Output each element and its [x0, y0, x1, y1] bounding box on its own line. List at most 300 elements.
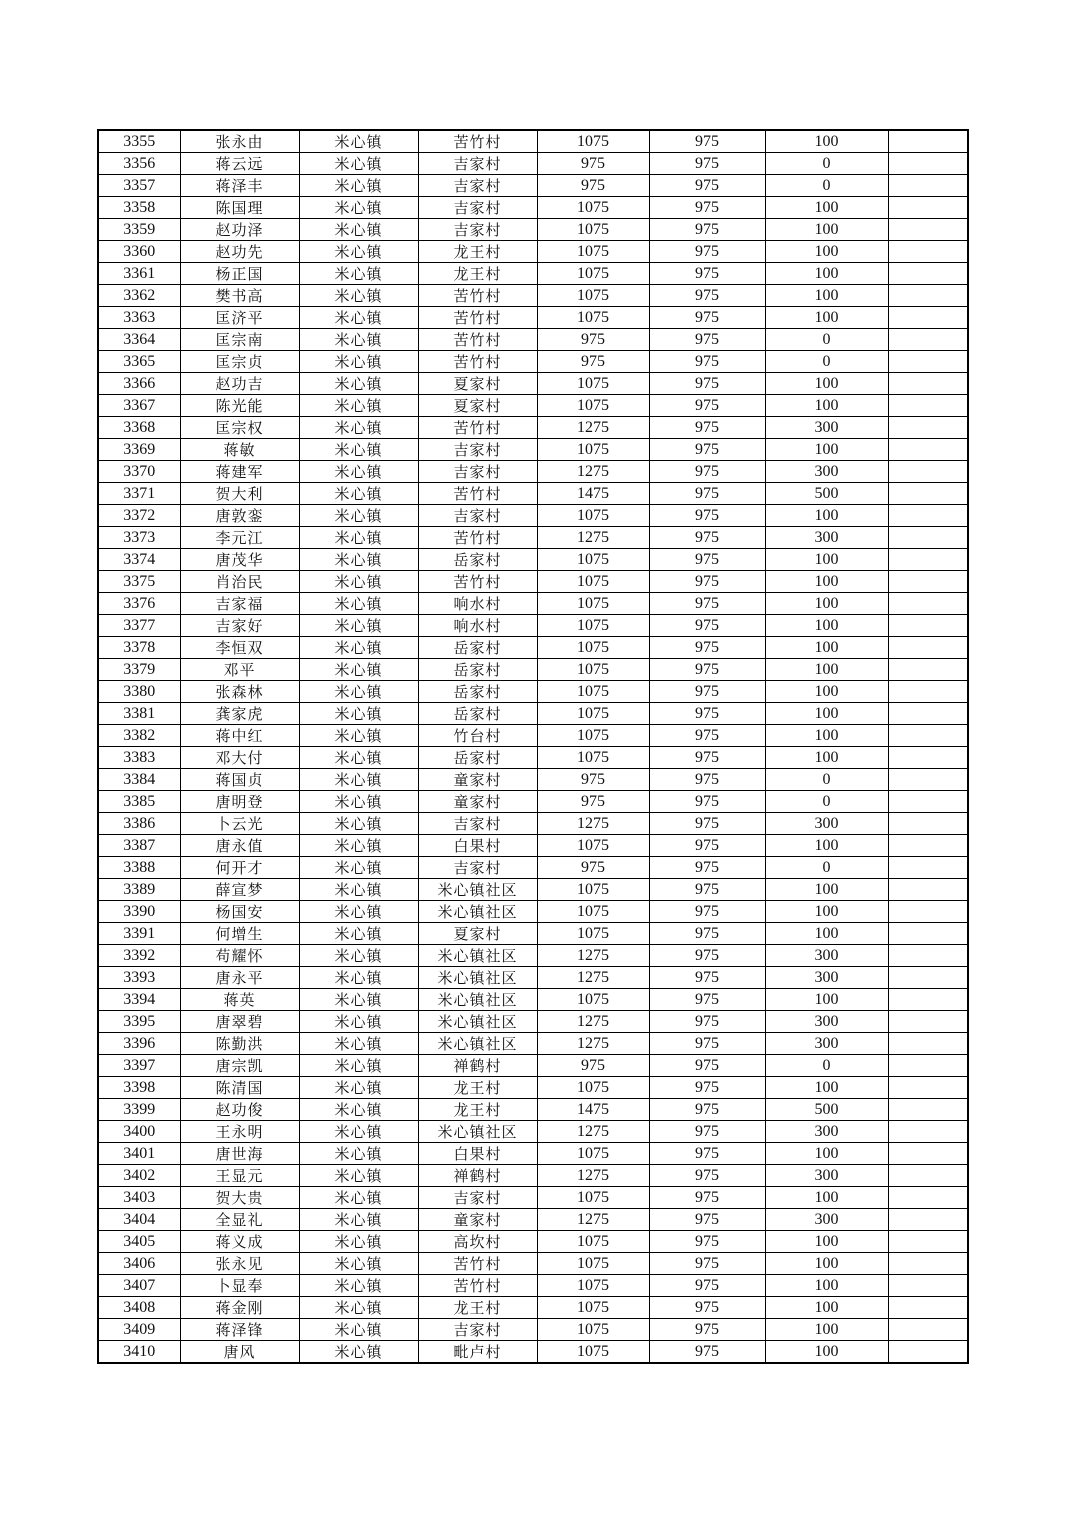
difference-cell: 300	[765, 945, 888, 967]
town-cell: 米心镇	[299, 1319, 418, 1341]
amount-a-cell: 1075	[537, 593, 649, 615]
amount-a-cell: 1075	[537, 637, 649, 659]
table-row	[98, 1099, 968, 1121]
remark-cell	[888, 901, 968, 923]
town-cell: 米心镇	[299, 1275, 418, 1297]
town-cell: 米心镇	[299, 879, 418, 901]
village-cell: 岳家村	[418, 681, 537, 703]
remark-cell	[888, 483, 968, 505]
amount-a-cell: 1275	[537, 417, 649, 439]
id-cell: 3403	[98, 1187, 180, 1209]
amount-b-cell: 975	[649, 1033, 765, 1055]
id-cell: 3379	[98, 659, 180, 681]
amount-b-cell: 975	[649, 593, 765, 615]
amount-a-cell: 1075	[537, 307, 649, 329]
remark-cell	[888, 461, 968, 483]
table-row	[98, 769, 968, 791]
id-cell: 3406	[98, 1253, 180, 1275]
village-cell: 苦竹村	[418, 329, 537, 351]
amount-b-cell: 975	[649, 527, 765, 549]
table-row	[98, 1231, 968, 1253]
town-cell: 米心镇	[299, 835, 418, 857]
remark-cell	[888, 527, 968, 549]
town-cell: 米心镇	[299, 197, 418, 219]
remark-cell	[888, 1275, 968, 1297]
table-row	[98, 615, 968, 637]
village-cell: 龙王村	[418, 1297, 537, 1319]
village-cell: 吉家村	[418, 813, 537, 835]
id-cell: 3383	[98, 747, 180, 769]
amount-b-cell: 975	[649, 1253, 765, 1275]
id-cell: 3388	[98, 857, 180, 879]
village-cell: 米心镇社区	[418, 879, 537, 901]
table-row	[98, 659, 968, 681]
name-cell: 陈勤洪	[180, 1033, 299, 1055]
village-cell: 响水村	[418, 615, 537, 637]
remark-cell	[888, 923, 968, 945]
amount-b-cell: 975	[649, 813, 765, 835]
remark-cell	[888, 1341, 968, 1364]
difference-cell: 100	[765, 373, 888, 395]
remark-cell	[888, 791, 968, 813]
amount-a-cell: 1075	[537, 373, 649, 395]
difference-cell: 100	[765, 681, 888, 703]
amount-a-cell: 1075	[537, 1319, 649, 1341]
amount-b-cell: 975	[649, 1077, 765, 1099]
name-cell: 樊书高	[180, 285, 299, 307]
id-cell: 3368	[98, 417, 180, 439]
table-row	[98, 175, 968, 197]
town-cell: 米心镇	[299, 901, 418, 923]
town-cell: 米心镇	[299, 681, 418, 703]
amount-a-cell: 1275	[537, 1165, 649, 1187]
difference-cell: 500	[765, 483, 888, 505]
name-cell: 王永明	[180, 1121, 299, 1143]
table-row	[98, 967, 968, 989]
amount-a-cell: 1075	[537, 1077, 649, 1099]
name-cell: 吉家福	[180, 593, 299, 615]
town-cell: 米心镇	[299, 549, 418, 571]
table-row	[98, 571, 968, 593]
name-cell: 蒋云远	[180, 153, 299, 175]
village-cell: 苦竹村	[418, 527, 537, 549]
town-cell: 米心镇	[299, 637, 418, 659]
table-row	[98, 329, 968, 351]
table-row	[98, 153, 968, 175]
id-cell: 3371	[98, 483, 180, 505]
id-cell: 3357	[98, 175, 180, 197]
remark-cell	[888, 1055, 968, 1077]
amount-a-cell: 1075	[537, 219, 649, 241]
table-row	[98, 923, 968, 945]
town-cell: 米心镇	[299, 461, 418, 483]
amount-b-cell: 975	[649, 1099, 765, 1121]
name-cell: 匡宗南	[180, 329, 299, 351]
town-cell: 米心镇	[299, 439, 418, 461]
remark-cell	[888, 967, 968, 989]
amount-b-cell: 975	[649, 1319, 765, 1341]
amount-b-cell: 975	[649, 901, 765, 923]
difference-cell: 0	[765, 769, 888, 791]
amount-a-cell: 1275	[537, 1209, 649, 1231]
remark-cell	[888, 197, 968, 219]
town-cell: 米心镇	[299, 417, 418, 439]
remark-cell	[888, 1297, 968, 1319]
table-row	[98, 857, 968, 879]
remark-cell	[888, 1121, 968, 1143]
amount-a-cell: 1075	[537, 901, 649, 923]
village-cell: 吉家村	[418, 439, 537, 461]
id-cell: 3390	[98, 901, 180, 923]
amount-a-cell: 975	[537, 791, 649, 813]
remark-cell	[888, 813, 968, 835]
amount-b-cell: 975	[649, 153, 765, 175]
table-row	[98, 417, 968, 439]
amount-b-cell: 975	[649, 483, 765, 505]
id-cell: 3407	[98, 1275, 180, 1297]
remark-cell	[888, 593, 968, 615]
id-cell: 3369	[98, 439, 180, 461]
difference-cell: 100	[765, 901, 888, 923]
town-cell: 米心镇	[299, 1099, 418, 1121]
amount-a-cell: 975	[537, 153, 649, 175]
difference-cell: 100	[765, 1253, 888, 1275]
town-cell: 米心镇	[299, 1209, 418, 1231]
amount-a-cell: 1075	[537, 681, 649, 703]
amount-a-cell: 1075	[537, 1231, 649, 1253]
remark-cell	[888, 1033, 968, 1055]
amount-b-cell: 975	[649, 241, 765, 263]
amount-b-cell: 975	[649, 1165, 765, 1187]
village-cell: 高坎村	[418, 1231, 537, 1253]
difference-cell: 100	[765, 505, 888, 527]
amount-a-cell: 975	[537, 351, 649, 373]
name-cell: 蒋义成	[180, 1231, 299, 1253]
table-row	[98, 1033, 968, 1055]
difference-cell: 100	[765, 285, 888, 307]
id-cell: 3386	[98, 813, 180, 835]
name-cell: 苟耀怀	[180, 945, 299, 967]
town-cell: 米心镇	[299, 769, 418, 791]
amount-b-cell: 975	[649, 373, 765, 395]
town-cell: 米心镇	[299, 989, 418, 1011]
town-cell: 米心镇	[299, 373, 418, 395]
id-cell: 3409	[98, 1319, 180, 1341]
remark-cell	[888, 417, 968, 439]
village-cell: 响水村	[418, 593, 537, 615]
id-cell: 3408	[98, 1297, 180, 1319]
town-cell: 米心镇	[299, 263, 418, 285]
name-cell: 全显礼	[180, 1209, 299, 1231]
name-cell: 蒋金刚	[180, 1297, 299, 1319]
amount-a-cell: 1075	[537, 130, 649, 153]
difference-cell: 0	[765, 329, 888, 351]
id-cell: 3410	[98, 1341, 180, 1364]
difference-cell: 300	[765, 813, 888, 835]
id-cell: 3396	[98, 1033, 180, 1055]
amount-b-cell: 975	[649, 505, 765, 527]
name-cell: 杨正国	[180, 263, 299, 285]
town-cell: 米心镇	[299, 1165, 418, 1187]
difference-cell: 100	[765, 615, 888, 637]
name-cell: 匡宗贞	[180, 351, 299, 373]
remark-cell	[888, 769, 968, 791]
difference-cell: 100	[765, 725, 888, 747]
amount-a-cell: 975	[537, 857, 649, 879]
table-row	[98, 241, 968, 263]
amount-b-cell: 975	[649, 1121, 765, 1143]
id-cell: 3395	[98, 1011, 180, 1033]
name-cell: 唐永平	[180, 967, 299, 989]
village-cell: 苦竹村	[418, 351, 537, 373]
id-cell: 3355	[98, 130, 180, 153]
name-cell: 卜云光	[180, 813, 299, 835]
name-cell: 蒋建军	[180, 461, 299, 483]
amount-b-cell: 975	[649, 637, 765, 659]
amount-b-cell: 975	[649, 461, 765, 483]
amount-a-cell: 1075	[537, 659, 649, 681]
town-cell: 米心镇	[299, 945, 418, 967]
town-cell: 米心镇	[299, 351, 418, 373]
village-cell: 苦竹村	[418, 571, 537, 593]
town-cell: 米心镇	[299, 395, 418, 417]
table-row	[98, 1187, 968, 1209]
amount-a-cell: 1075	[537, 615, 649, 637]
amount-b-cell: 975	[649, 967, 765, 989]
village-cell: 岳家村	[418, 659, 537, 681]
id-cell: 3400	[98, 1121, 180, 1143]
remark-cell	[888, 395, 968, 417]
amount-a-cell: 1075	[537, 1187, 649, 1209]
amount-b-cell: 975	[649, 615, 765, 637]
difference-cell: 100	[765, 637, 888, 659]
id-cell: 3374	[98, 549, 180, 571]
remark-cell	[888, 1253, 968, 1275]
table-row	[98, 945, 968, 967]
table-row	[98, 285, 968, 307]
village-cell: 米心镇社区	[418, 1011, 537, 1033]
amount-a-cell: 1075	[537, 923, 649, 945]
remark-cell	[888, 571, 968, 593]
amount-b-cell: 975	[649, 197, 765, 219]
table-row	[98, 1319, 968, 1341]
name-cell: 唐世海	[180, 1143, 299, 1165]
village-cell: 吉家村	[418, 1187, 537, 1209]
id-cell: 3401	[98, 1143, 180, 1165]
remark-cell	[888, 175, 968, 197]
name-cell: 邓大付	[180, 747, 299, 769]
amount-a-cell: 1075	[537, 1275, 649, 1297]
amount-b-cell: 975	[649, 1231, 765, 1253]
town-cell: 米心镇	[299, 505, 418, 527]
difference-cell: 100	[765, 571, 888, 593]
amount-a-cell: 1475	[537, 483, 649, 505]
difference-cell: 100	[765, 1297, 888, 1319]
amount-a-cell: 975	[537, 175, 649, 197]
town-cell: 米心镇	[299, 219, 418, 241]
town-cell: 米心镇	[299, 725, 418, 747]
amount-b-cell: 975	[649, 791, 765, 813]
town-cell: 米心镇	[299, 175, 418, 197]
amount-b-cell: 975	[649, 747, 765, 769]
amount-a-cell: 1075	[537, 549, 649, 571]
difference-cell: 300	[765, 1209, 888, 1231]
amount-b-cell: 975	[649, 130, 765, 153]
difference-cell: 100	[765, 1077, 888, 1099]
difference-cell: 100	[765, 130, 888, 153]
table-row	[98, 1143, 968, 1165]
remark-cell	[888, 879, 968, 901]
table-row	[98, 747, 968, 769]
amount-a-cell: 1275	[537, 1033, 649, 1055]
village-cell: 龙王村	[418, 1099, 537, 1121]
village-cell: 毗卢村	[418, 1341, 537, 1364]
remark-cell	[888, 219, 968, 241]
difference-cell: 100	[765, 923, 888, 945]
name-cell: 李恒双	[180, 637, 299, 659]
name-cell: 肖治民	[180, 571, 299, 593]
amount-a-cell: 1475	[537, 1099, 649, 1121]
town-cell: 米心镇	[299, 1187, 418, 1209]
name-cell: 赵功俊	[180, 1099, 299, 1121]
name-cell: 匡济平	[180, 307, 299, 329]
name-cell: 唐明登	[180, 791, 299, 813]
village-cell: 米心镇社区	[418, 901, 537, 923]
amount-a-cell: 1075	[537, 703, 649, 725]
amount-b-cell: 975	[649, 857, 765, 879]
village-cell: 龙王村	[418, 263, 537, 285]
village-cell: 夏家村	[418, 373, 537, 395]
id-cell: 3380	[98, 681, 180, 703]
amount-b-cell: 975	[649, 1011, 765, 1033]
difference-cell: 100	[765, 549, 888, 571]
difference-cell: 100	[765, 263, 888, 285]
remark-cell	[888, 1209, 968, 1231]
difference-cell: 100	[765, 1143, 888, 1165]
id-cell: 3387	[98, 835, 180, 857]
amount-b-cell: 975	[649, 703, 765, 725]
town-cell: 米心镇	[299, 153, 418, 175]
difference-cell: 300	[765, 527, 888, 549]
amount-b-cell: 975	[649, 945, 765, 967]
id-cell: 3402	[98, 1165, 180, 1187]
table-row	[98, 879, 968, 901]
id-cell: 3378	[98, 637, 180, 659]
village-cell: 岳家村	[418, 637, 537, 659]
town-cell: 米心镇	[299, 967, 418, 989]
difference-cell: 100	[765, 593, 888, 615]
id-cell: 3372	[98, 505, 180, 527]
amount-b-cell: 975	[649, 351, 765, 373]
town-cell: 米心镇	[299, 1253, 418, 1275]
difference-cell: 0	[765, 175, 888, 197]
town-cell: 米心镇	[299, 1121, 418, 1143]
difference-cell: 300	[765, 1033, 888, 1055]
town-cell: 米心镇	[299, 1055, 418, 1077]
difference-cell: 100	[765, 1319, 888, 1341]
village-cell: 岳家村	[418, 703, 537, 725]
amount-a-cell: 975	[537, 1055, 649, 1077]
table-row	[98, 835, 968, 857]
name-cell: 龚家虎	[180, 703, 299, 725]
village-cell: 米心镇社区	[418, 967, 537, 989]
difference-cell: 300	[765, 967, 888, 989]
village-cell: 苦竹村	[418, 1275, 537, 1297]
amount-b-cell: 975	[649, 923, 765, 945]
id-cell: 3398	[98, 1077, 180, 1099]
id-cell: 3393	[98, 967, 180, 989]
name-cell: 何增生	[180, 923, 299, 945]
table-row	[98, 1165, 968, 1187]
amount-b-cell: 975	[649, 1341, 765, 1364]
name-cell: 蒋敏	[180, 439, 299, 461]
amount-a-cell: 1075	[537, 1143, 649, 1165]
remark-cell	[888, 615, 968, 637]
name-cell: 杨国安	[180, 901, 299, 923]
name-cell: 贺大利	[180, 483, 299, 505]
amount-b-cell: 975	[649, 263, 765, 285]
amount-a-cell: 1275	[537, 461, 649, 483]
amount-a-cell: 1075	[537, 989, 649, 1011]
name-cell: 蒋中红	[180, 725, 299, 747]
village-cell: 苦竹村	[418, 307, 537, 329]
town-cell: 米心镇	[299, 1341, 418, 1364]
name-cell: 卜显奉	[180, 1275, 299, 1297]
amount-b-cell: 975	[649, 395, 765, 417]
id-cell: 3404	[98, 1209, 180, 1231]
difference-cell: 100	[765, 395, 888, 417]
id-cell: 3367	[98, 395, 180, 417]
amount-a-cell: 1075	[537, 395, 649, 417]
amount-a-cell: 1075	[537, 285, 649, 307]
village-cell: 龙王村	[418, 241, 537, 263]
table-row	[98, 527, 968, 549]
amount-a-cell: 1075	[537, 505, 649, 527]
name-cell: 张永见	[180, 1253, 299, 1275]
town-cell: 米心镇	[299, 1077, 418, 1099]
table-row	[98, 373, 968, 395]
town-cell: 米心镇	[299, 923, 418, 945]
data-table	[97, 129, 969, 1364]
amount-b-cell: 975	[649, 681, 765, 703]
table-row	[98, 439, 968, 461]
difference-cell: 100	[765, 659, 888, 681]
name-cell: 邓平	[180, 659, 299, 681]
village-cell: 龙王村	[418, 1077, 537, 1099]
table-row	[98, 219, 968, 241]
remark-cell	[888, 439, 968, 461]
id-cell: 3384	[98, 769, 180, 791]
id-cell: 3399	[98, 1099, 180, 1121]
village-cell: 苦竹村	[418, 130, 537, 153]
amount-a-cell: 1275	[537, 527, 649, 549]
id-cell: 3389	[98, 879, 180, 901]
difference-cell: 100	[765, 703, 888, 725]
amount-b-cell: 975	[649, 725, 765, 747]
amount-b-cell: 975	[649, 1187, 765, 1209]
remark-cell	[888, 703, 968, 725]
amount-a-cell: 1075	[537, 1341, 649, 1364]
name-cell: 唐永值	[180, 835, 299, 857]
village-cell: 岳家村	[418, 549, 537, 571]
village-cell: 白果村	[418, 835, 537, 857]
remark-cell	[888, 857, 968, 879]
difference-cell: 100	[765, 307, 888, 329]
id-cell: 3376	[98, 593, 180, 615]
remark-cell	[888, 1077, 968, 1099]
village-cell: 吉家村	[418, 197, 537, 219]
town-cell: 米心镇	[299, 285, 418, 307]
